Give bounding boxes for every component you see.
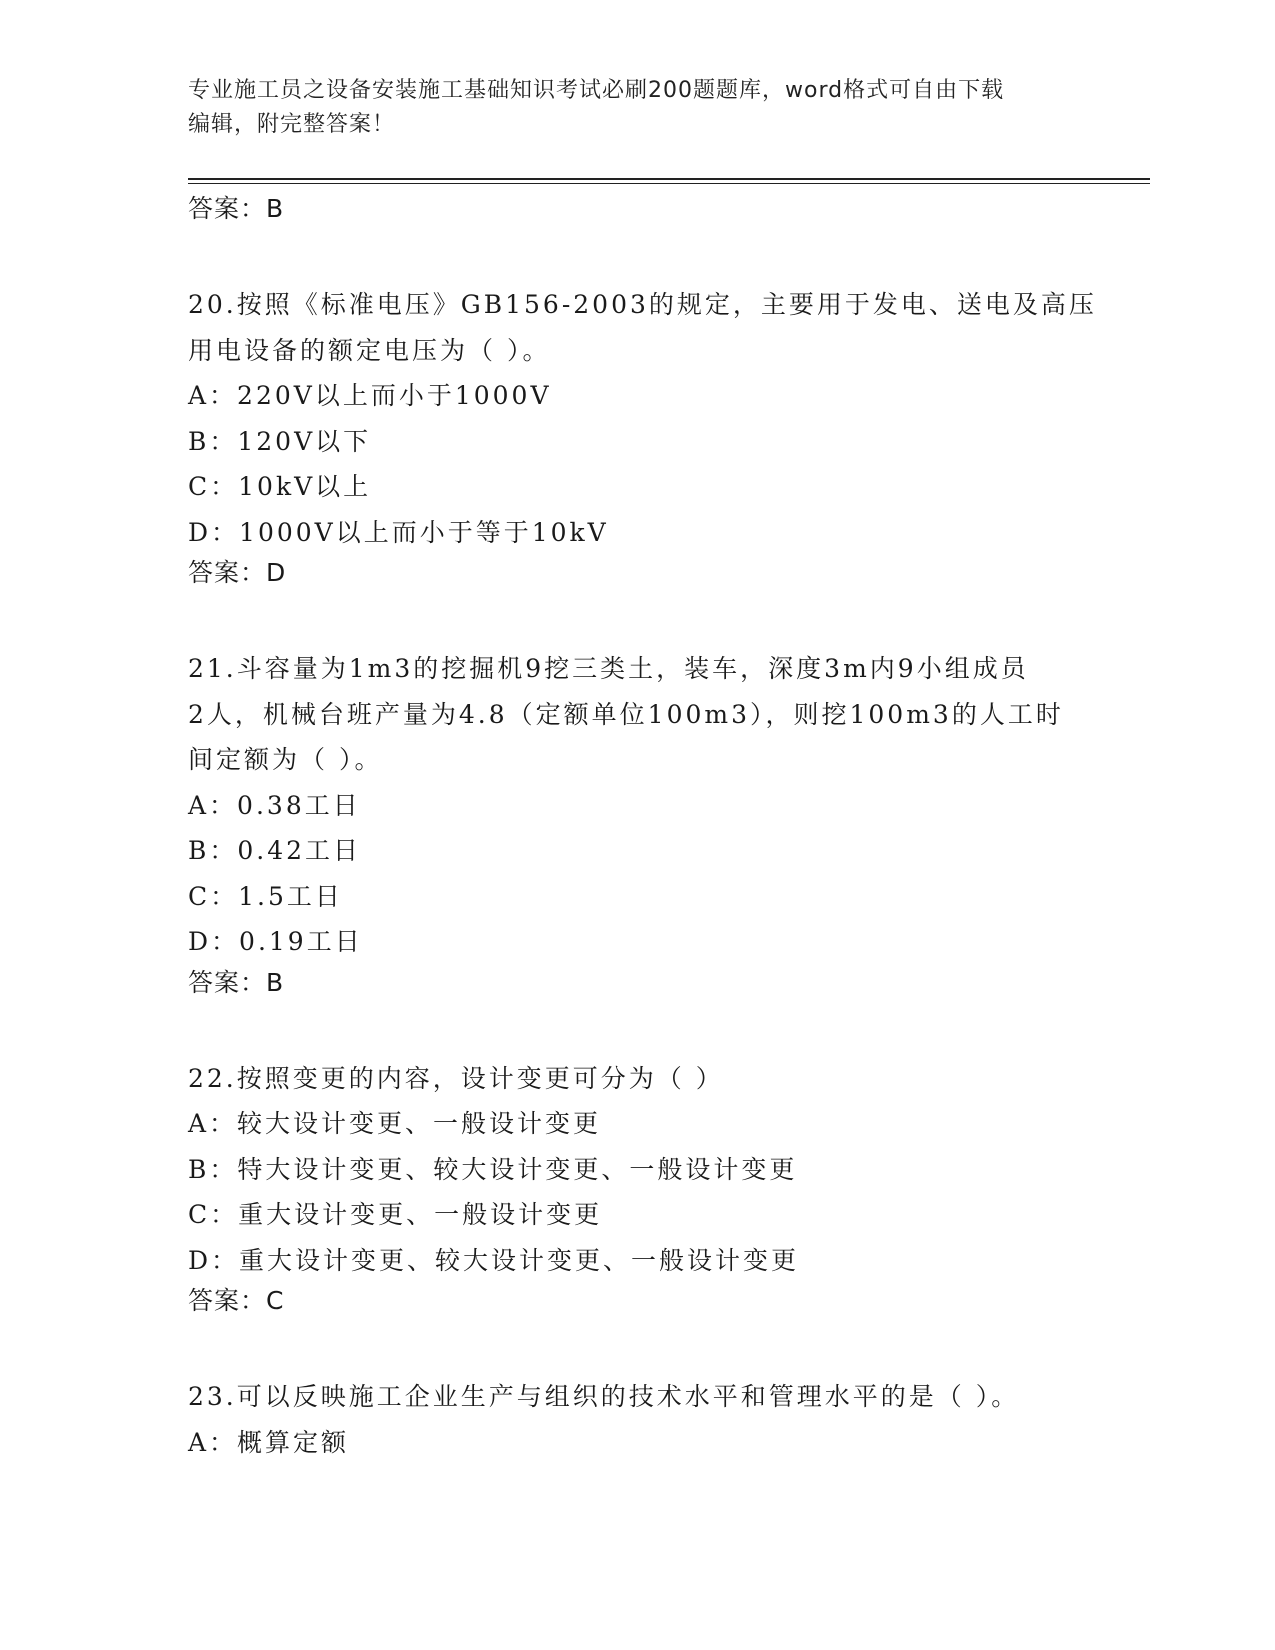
question-text-line: 用电设备的额定电压为（ ）。 bbox=[188, 335, 551, 365]
question-text-line: 21.斗容量为1m3的挖掘机9挖三类土，装车，深度3m内9小组成员 bbox=[188, 654, 1029, 683]
question-23 bbox=[188, 1374, 1088, 1465]
page-header bbox=[188, 74, 1088, 142]
header-line-1: 专业施工员之设备安装施工基础知识考试必刷200题题库，word格式可自由下载 bbox=[188, 78, 1005, 103]
header-line-2: 编辑，附完整答案！ bbox=[188, 112, 396, 137]
answer: 答案：C bbox=[188, 1286, 285, 1315]
question-text-line: 间定额为（ ）。 bbox=[188, 745, 383, 774]
option-c: C：1.5工日 bbox=[188, 881, 343, 911]
question-21 bbox=[188, 646, 1088, 1001]
header-divider-thick bbox=[188, 178, 1150, 180]
option-a: A：0.38工日 bbox=[188, 790, 361, 820]
answer: 答案：D bbox=[188, 558, 287, 587]
question-text-line: 22.按照变更的内容，设计变更可分为（ ） bbox=[188, 1063, 724, 1093]
option-b: B：120V以下 bbox=[188, 426, 372, 456]
option-d: D：重大设计变更、较大设计变更、一般设计变更 bbox=[188, 1245, 800, 1275]
question-20 bbox=[188, 282, 1097, 591]
option-d: D：0.19工日 bbox=[188, 927, 363, 956]
header-divider-thin bbox=[188, 183, 1150, 184]
option-a: A：较大设计变更、一般设计变更 bbox=[188, 1109, 602, 1138]
previous-answer: 答案：B bbox=[188, 194, 285, 223]
question-text-line: 20.按照《标准电压》GB156-2003的规定，主要用于发电、送电及高压 bbox=[188, 290, 1097, 319]
option-b: B：0.42工日 bbox=[188, 836, 362, 865]
answer: 答案：B bbox=[188, 967, 285, 997]
option-c: C：重大设计变更、一般设计变更 bbox=[188, 1200, 603, 1229]
question-list bbox=[188, 191, 1097, 1465]
option-b: B：特大设计变更、较大设计变更、一般设计变更 bbox=[188, 1154, 798, 1184]
option-a: A：概算定额 bbox=[188, 1427, 350, 1457]
question-22 bbox=[188, 1056, 1088, 1320]
option-a: A：220V以上而小于1000V bbox=[188, 381, 552, 410]
option-d: D：1000V以上而小于等于10kV bbox=[188, 517, 609, 547]
question-text-line: 23.可以反映施工企业生产与组织的技术水平和管理水平的是（ ）。 bbox=[188, 1382, 1020, 1411]
question-text-line: 2人，机械台班产量为4.8（定额单位100m3），则挖100m3的人工时 bbox=[188, 699, 1064, 729]
option-c: C：10kV以上 bbox=[188, 472, 372, 501]
